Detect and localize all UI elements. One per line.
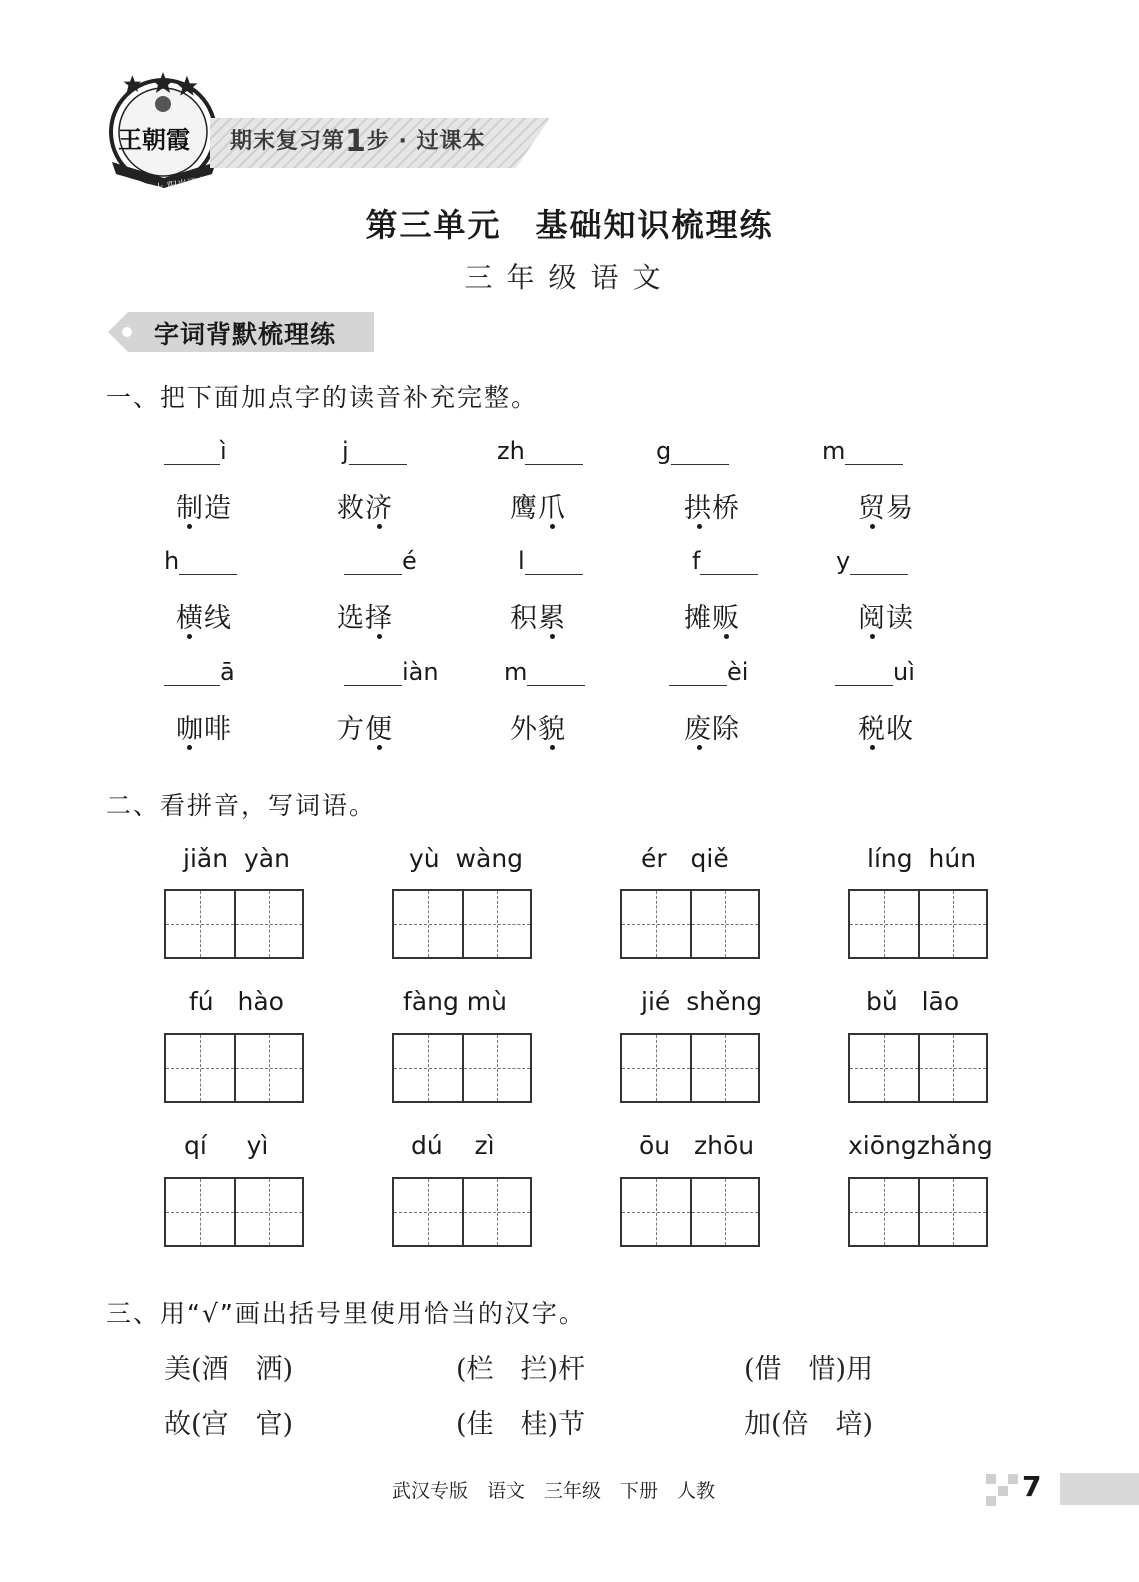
- pinyin-prompt: líng hún: [867, 844, 977, 873]
- writing-grid[interactable]: [392, 1033, 532, 1103]
- pinyin-blank[interactable]: l: [518, 544, 583, 578]
- logo-name: 王朝霞: [118, 125, 190, 154]
- emphasis-dot: [187, 524, 192, 529]
- pinyin-prompt: bǔ lāo: [866, 987, 960, 1016]
- decor-square: [986, 1474, 996, 1484]
- pinyin-blank[interactable]: zh: [497, 434, 583, 468]
- tag-hole-icon: [122, 327, 132, 337]
- writing-grid[interactable]: [164, 1177, 304, 1247]
- pinyin-blank[interactable]: uì: [835, 655, 915, 689]
- word-item: 贸易: [858, 493, 914, 524]
- word-item: 阅读: [858, 603, 914, 634]
- pinyin-prompt: xiōngzhǎng: [848, 1131, 993, 1160]
- banner-step-number: 1: [345, 124, 367, 159]
- page-title: 第三单元 基础知识梳理练: [365, 206, 774, 244]
- pinyin-blank[interactable]: m: [822, 434, 903, 468]
- emphasis-dot: [187, 634, 192, 639]
- word-item: 鹰爪: [510, 493, 566, 524]
- section-tag-label: 字词背默梳理练: [154, 320, 337, 349]
- emphasis-dot: [377, 745, 382, 750]
- pinyin-blank[interactable]: iàn: [344, 655, 439, 689]
- word-item: 积累: [510, 603, 566, 634]
- word-item: 摊贩: [684, 603, 740, 634]
- writing-grid[interactable]: [620, 1033, 760, 1103]
- word-item: 外貌: [510, 714, 566, 745]
- pinyin-blank[interactable]: h: [164, 544, 237, 578]
- banner-suffix: 步 · 过课本: [366, 129, 486, 154]
- pinyin-blank[interactable]: g: [656, 434, 729, 468]
- word-item: 制造: [176, 493, 232, 524]
- pinyin-prompt: ōu zhōu: [639, 1131, 755, 1160]
- page-number-bar: [1060, 1473, 1139, 1505]
- question-3-heading: 三、用“√”画出括号里使用恰当的汉字。: [106, 1299, 586, 1328]
- emphasis-dot: [550, 634, 555, 639]
- pinyin-prompt: ér qiě: [641, 844, 729, 873]
- logo-motto: 成长路上 阳光语文: [123, 176, 208, 199]
- decor-square: [998, 1486, 1008, 1496]
- pinyin-prompt: jiǎn yàn: [183, 844, 290, 873]
- word-item: 选择: [337, 603, 393, 634]
- writing-grid[interactable]: [164, 1033, 304, 1103]
- pinyin-prompt: qí yì: [184, 1131, 269, 1160]
- word-item: 拱桥: [684, 493, 740, 524]
- pinyin-prompt: fú hào: [189, 987, 284, 1016]
- pinyin-prompt: fàng mù: [403, 987, 507, 1016]
- page-subtitle: 三年级语文: [464, 261, 675, 294]
- pinyin-blank[interactable]: f: [692, 544, 758, 578]
- footer-edition: 武汉专版 语文 三年级 下册 人教: [392, 1480, 716, 1502]
- pinyin-blank[interactable]: j: [342, 434, 407, 468]
- emphasis-dot: [697, 745, 702, 750]
- pinyin-prompt: jié shěng: [641, 987, 763, 1016]
- question-2-heading: 二、看拼音，写词语。: [106, 791, 377, 820]
- word-item: 废除: [684, 714, 740, 745]
- emphasis-dot: [550, 745, 555, 750]
- emphasis-dot: [724, 634, 729, 639]
- emphasis-dot: [377, 524, 382, 529]
- choice-item[interactable]: 美(酒 洒): [164, 1354, 294, 1385]
- decor-square: [1008, 1474, 1018, 1484]
- writing-grid[interactable]: [392, 1177, 532, 1247]
- pinyin-blank[interactable]: é: [344, 544, 417, 578]
- emphasis-dot: [697, 524, 702, 529]
- pinyin-blank[interactable]: m: [504, 655, 585, 689]
- writing-grid[interactable]: [620, 1177, 760, 1247]
- choice-item[interactable]: 故(宫 官): [164, 1409, 294, 1440]
- word-item: 救济: [337, 493, 393, 524]
- emphasis-dot: [550, 524, 555, 529]
- choice-item[interactable]: (借 惜)用: [744, 1354, 874, 1385]
- banner-text: [230, 124, 486, 159]
- banner-prefix: 期末复习第: [230, 129, 346, 154]
- word-item: 税收: [858, 714, 914, 745]
- writing-grid[interactable]: [848, 1033, 988, 1103]
- writing-grid[interactable]: [620, 889, 760, 959]
- writing-grid[interactable]: [848, 889, 988, 959]
- choice-item[interactable]: 加(倍 培): [744, 1409, 874, 1440]
- choice-item[interactable]: (佳 桂)节: [456, 1409, 586, 1440]
- word-item: 咖啡: [176, 714, 232, 745]
- decor-square: [986, 1496, 996, 1506]
- emphasis-dot: [377, 634, 382, 639]
- emphasis-dot: [870, 524, 875, 529]
- writing-grid[interactable]: [848, 1177, 988, 1247]
- emphasis-dot: [870, 745, 875, 750]
- question-1-heading: 一、把下面加点字的读音补充完整。: [106, 383, 539, 412]
- emphasis-dot: [870, 634, 875, 639]
- word-item: 横线: [176, 603, 232, 634]
- writing-grid[interactable]: [392, 889, 532, 959]
- pinyin-prompt: yù wàng: [409, 844, 524, 873]
- page-number: 7: [1022, 1470, 1042, 1503]
- pinyin-blank[interactable]: ā: [164, 655, 235, 689]
- pinyin-blank[interactable]: y: [836, 544, 908, 578]
- pinyin-blank[interactable]: èi: [669, 655, 748, 689]
- writing-grid[interactable]: [164, 889, 304, 959]
- pinyin-blank[interactable]: ì: [164, 434, 227, 468]
- emphasis-dot: [187, 745, 192, 750]
- pinyin-prompt: dú zì: [411, 1131, 495, 1160]
- choice-item[interactable]: (栏 拦)杆: [456, 1354, 586, 1385]
- word-item: 方便: [337, 714, 393, 745]
